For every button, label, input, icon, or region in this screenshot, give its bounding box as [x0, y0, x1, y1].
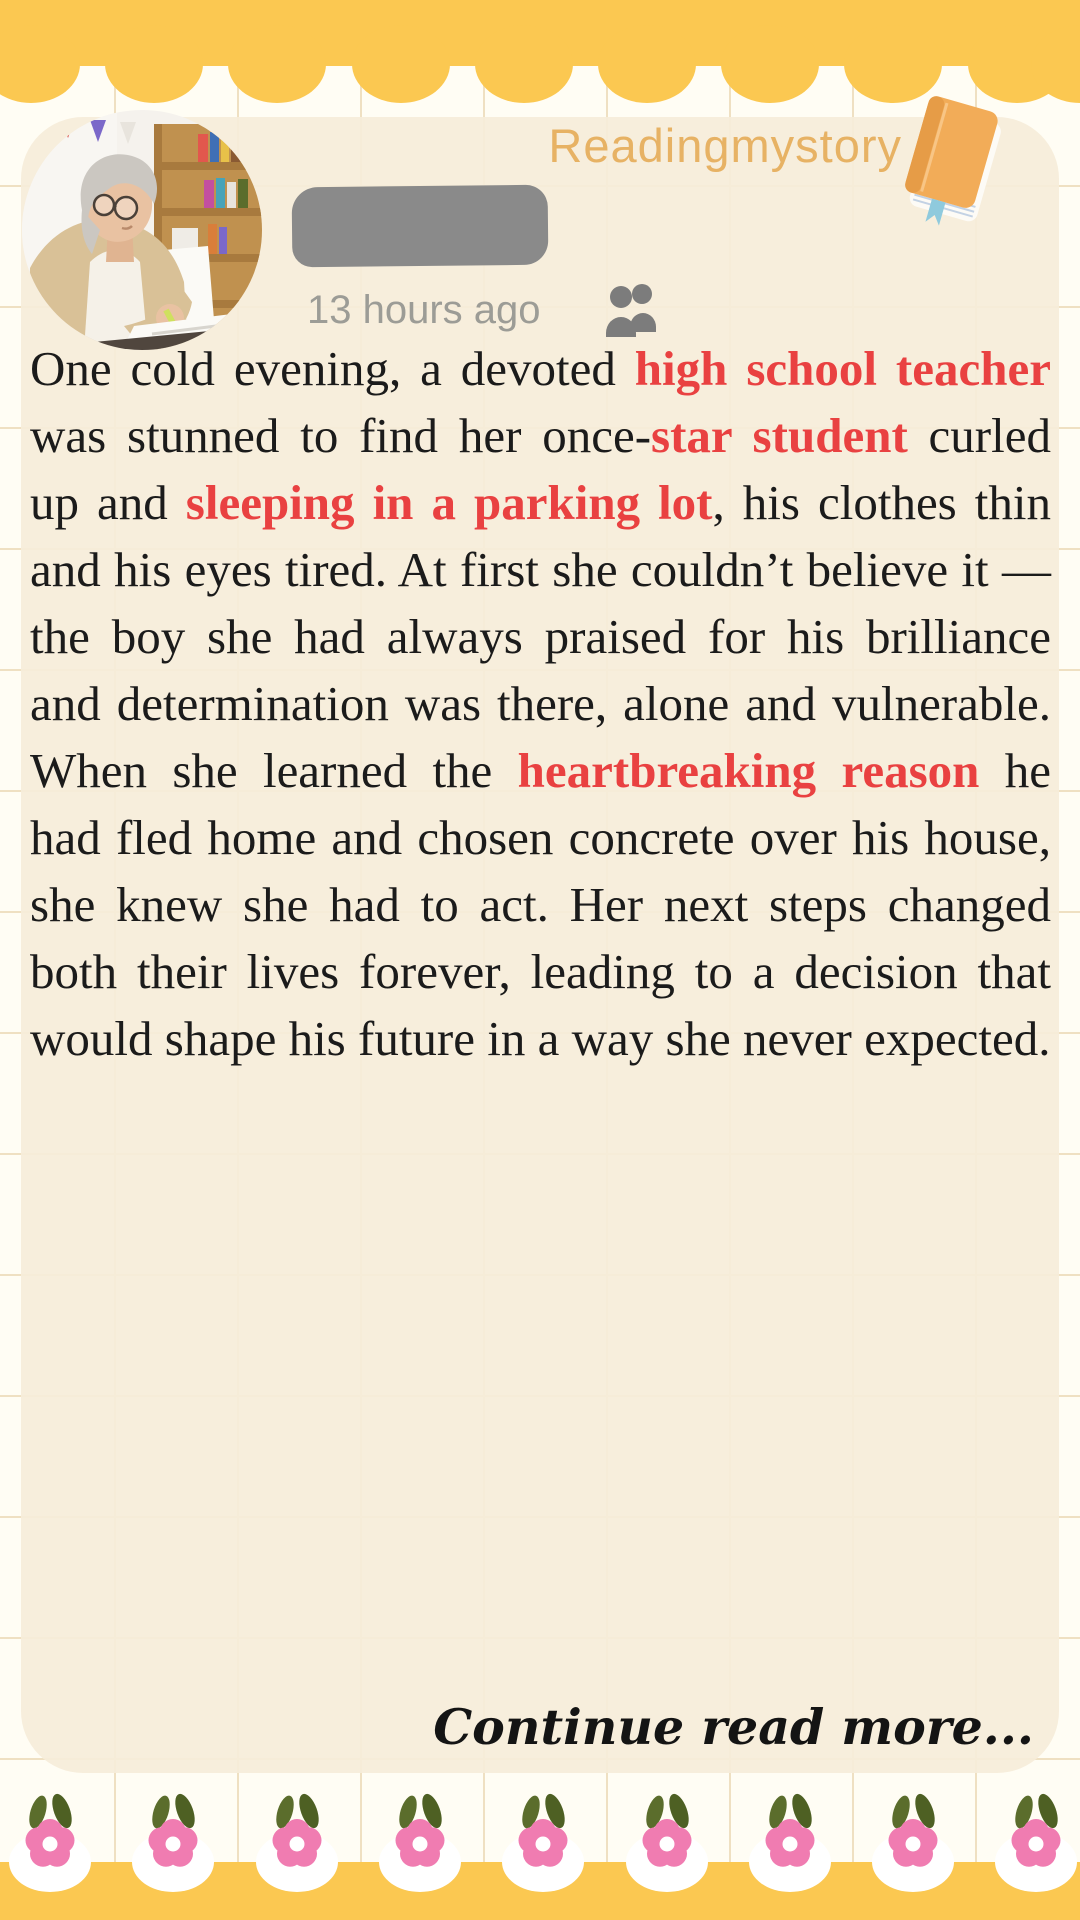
book-icon: [890, 96, 1022, 238]
story-highlight: sleeping in a parking lot: [185, 475, 713, 530]
author-name-redacted: [292, 185, 549, 268]
friends-icon: [604, 281, 660, 339]
story-highlight: high school teacher: [634, 341, 1051, 396]
story-segment: was stunned to find her once-: [30, 408, 652, 463]
timestamp: 13 hours ago: [307, 288, 541, 332]
story-segment: One cold evening, a devoted: [30, 341, 635, 396]
story-segment: he had fled home and chosen concrete over his house, she knew she had to act. Her next steps changed both their lives forever, leading to a decision that would shape his future in a way she never expected.: [30, 743, 1051, 1066]
continue-read-more[interactable]: Continue read more...: [433, 1698, 1034, 1756]
story-segment: , his clothes thin and his eyes tired. At first she couldn’t believe it — the boy she had always praised for his brilliance and determination was there, alone and vulnerable. When she learned the: [30, 475, 1051, 798]
bottom-flower-border: [0, 1768, 1080, 1920]
brand-name: Readingmystory: [548, 119, 902, 172]
avatar-photo: [22, 110, 262, 350]
story-highlight: star student: [651, 408, 908, 463]
story-text: [30, 335, 1051, 1072]
story-highlight: heartbreaking reason: [517, 743, 980, 798]
avatar[interactable]: [22, 110, 262, 350]
story-segment: curled up and: [30, 408, 1051, 530]
